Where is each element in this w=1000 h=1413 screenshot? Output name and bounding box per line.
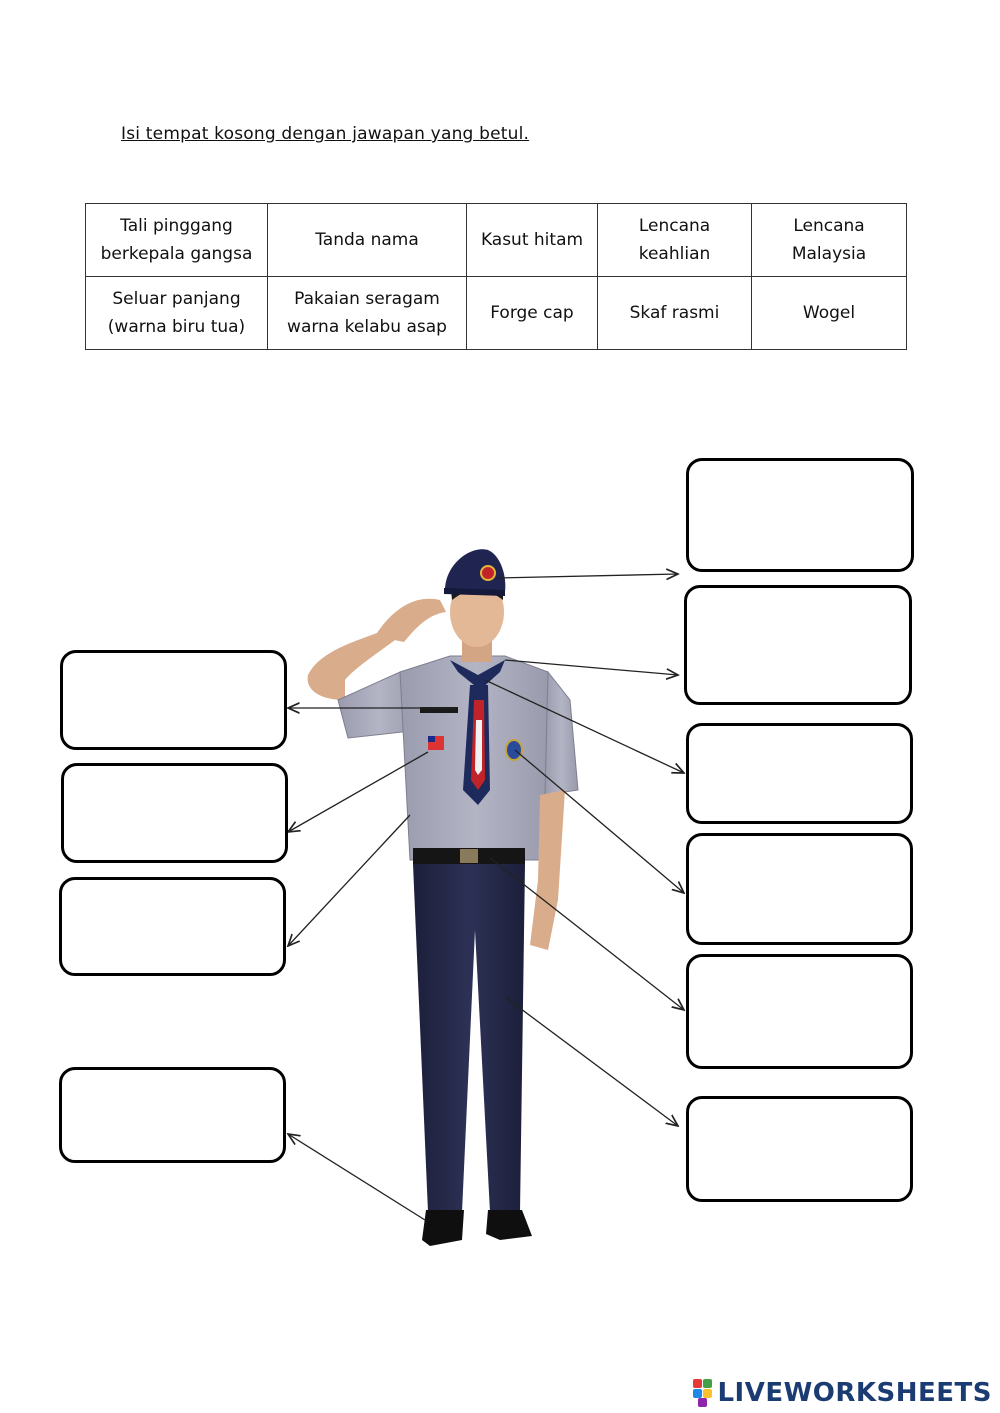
word-bank-cell: Kasut hitam	[467, 204, 598, 277]
arrow-to-left-box-3	[288, 815, 410, 946]
word-bank-cell: Wogel	[752, 277, 907, 350]
word-bank-cell: Skaf rasmi	[598, 277, 752, 350]
answer-box-right-3[interactable]	[686, 723, 913, 824]
instruction-text: Isi tempat kosong dengan jawapan yang betul.	[121, 124, 530, 144]
answer-box-right-5[interactable]	[686, 954, 913, 1069]
word-bank-cell: Seluar panjang (warna biru tua)	[86, 277, 268, 350]
answer-box-left-2[interactable]	[61, 763, 288, 863]
answer-box-left-1[interactable]	[60, 650, 287, 750]
answer-box-left-4[interactable]	[59, 1067, 286, 1163]
answer-box-right-2[interactable]	[684, 585, 912, 705]
liveworksheets-logo-icon	[693, 1379, 713, 1407]
word-bank-cell: Pakaian seragam warna kelabu asap	[268, 277, 467, 350]
brand-name: LIVEWORKSHEETS	[717, 1378, 992, 1408]
word-bank-cell: Lencana keahlian	[598, 204, 752, 277]
word-bank-cell: Forge cap	[467, 277, 598, 350]
word-bank-cell: Tanda nama	[268, 204, 467, 277]
liveworksheets-brand	[693, 1378, 992, 1408]
answer-box-left-3[interactable]	[59, 877, 286, 976]
word-bank-cell: Lencana Malaysia	[752, 204, 907, 277]
scout-figure	[308, 549, 578, 1246]
arrow-to-right-box-6	[505, 997, 678, 1126]
answer-box-right-4[interactable]	[686, 833, 913, 945]
word-bank-cell: Tali pinggang berkepala gangsa	[86, 204, 268, 277]
arrow-to-right-box-1	[497, 574, 678, 578]
arrow-to-left-box-4	[288, 1134, 425, 1220]
answer-box-right-1[interactable]	[686, 458, 914, 572]
answer-box-right-6[interactable]	[686, 1096, 913, 1202]
